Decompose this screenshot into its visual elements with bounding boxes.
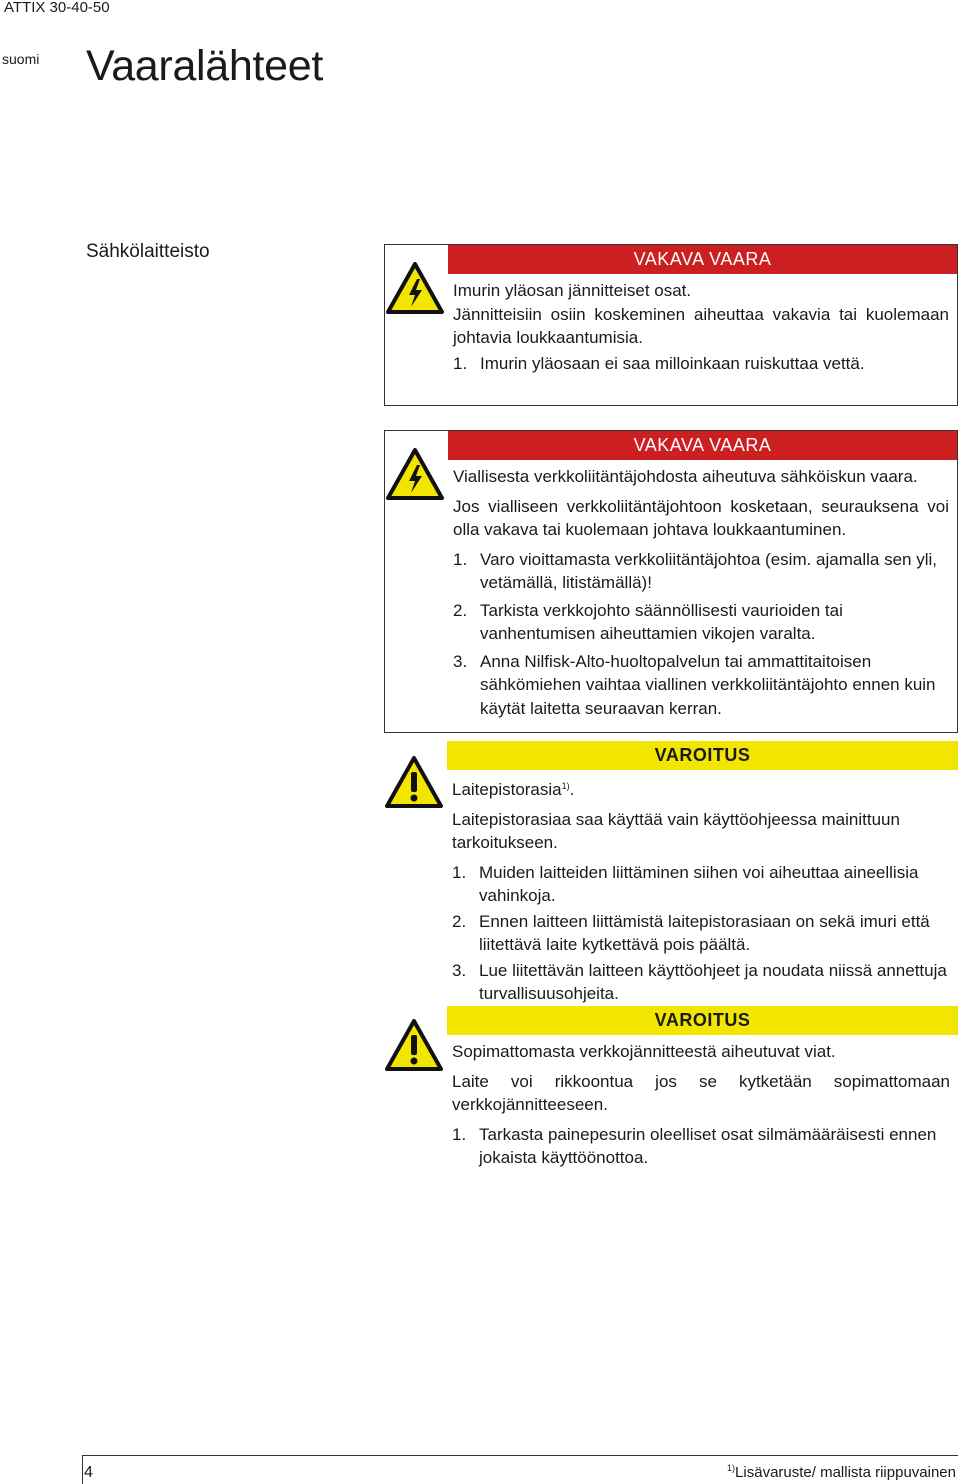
- section-heading: Sähkölaitteisto: [86, 241, 210, 262]
- exclamation-warning-icon: [384, 1018, 444, 1072]
- footer-divider: [82, 1455, 958, 1456]
- warning-box-2: [384, 430, 958, 733]
- warning-box-4: [384, 1006, 958, 1170]
- page-number: 4: [84, 1464, 93, 1481]
- footer-divider-tick: [82, 1455, 83, 1484]
- warning-text: Laitepistorasia$^{1)}$.: [452, 780, 575, 799]
- warning-text: Jännitteisiin osiin koskeminen aiheuttaa vakavia tai kuolemaan johtavia loukkaantumisia.: [453, 304, 949, 347]
- warning-text: Jos vialliseen verkkoliitäntäjohtoon kosketaan, seurauksena voi olla vakava tai kuolemaan johtava loukkaantuminen.: [453, 496, 949, 539]
- warning-text: Laitepistorasiaa saa käyttää vain käyttöohjeessa mainittuun tarkoitukseen.: [452, 809, 900, 852]
- list-item: 2. Ennen laitteen liittämistä laitepistorasiaan on sekä imuri että liitettävä laite kytkettävä pois päältä.: [452, 911, 930, 954]
- list-item: 2. Tarkista verkkojohto säännöllisesti vaurioiden tai vanhentumisen aiheuttamien vikojen varalta.: [453, 600, 843, 643]
- warning-box-1: [384, 244, 958, 406]
- document-id: ATTIX 30-40-50: [4, 0, 110, 16]
- list-item: 1. Varo vioittamasta verkkoliitäntäjohtoa (esim. ajamalla sen yli, vetämällä, litistämällä)!: [453, 549, 937, 592]
- warning-box-3: [384, 741, 958, 1003]
- warning-level-label: VAKAVA VAARA: [448, 431, 957, 460]
- warning-text: Viallisesta verkkoliitäntäjohdosta aiheutuva sähköiskun vaara.: [453, 467, 918, 486]
- warning-text: Laite voi rikkoontua jos se kytketään sopimattomaan verkkojännitteeseen.: [452, 1071, 950, 1114]
- electric-shock-warning-icon: [385, 261, 445, 315]
- warning-level-label: VAKAVA VAARA: [448, 245, 957, 274]
- list-item: 3. Lue liitettävän laitteen käyttöohjeet ja noudata niissä annettuja turvallisuusohjeita.: [452, 960, 947, 1003]
- electric-shock-warning-icon: [385, 447, 445, 501]
- page-title: Vaaralähteet: [86, 42, 324, 90]
- warning-text: Sopimattomasta verkkojännitteestä aiheutuvat viat.: [452, 1042, 836, 1061]
- warning-text: Imurin yläosan jännitteiset osat.: [453, 281, 692, 300]
- exclamation-warning-icon: [384, 755, 444, 809]
- list-item: 1. Tarkasta painepesurin oleelliset osat silmämääräisesti ennen jokaista käyttöönottoa.: [452, 1124, 937, 1167]
- footnote: $^{1)}$Lisävaruste/ mallista riippuvainen: [727, 1463, 956, 1481]
- language-label: suomi: [2, 51, 40, 67]
- list-item: 3. Anna Nilfisk-Alto-huoltopalvelun tai ammattitaitoisen sähkömiehen vaihtaa viallinen verkkoliitäntäjohto ennen kuin käytät laitetta seuraavan kerran.: [453, 651, 936, 718]
- list-item: 1. Imurin yläosaan ei saa milloinkaan ruiskuttaa vettä.: [453, 353, 865, 373]
- list-item: 1. Muiden laitteiden liittäminen siihen voi aiheuttaa aineellisia vahinkoja.: [452, 862, 919, 905]
- warning-level-label: VAROITUS: [447, 741, 958, 770]
- warning-level-label: VAROITUS: [447, 1006, 958, 1035]
